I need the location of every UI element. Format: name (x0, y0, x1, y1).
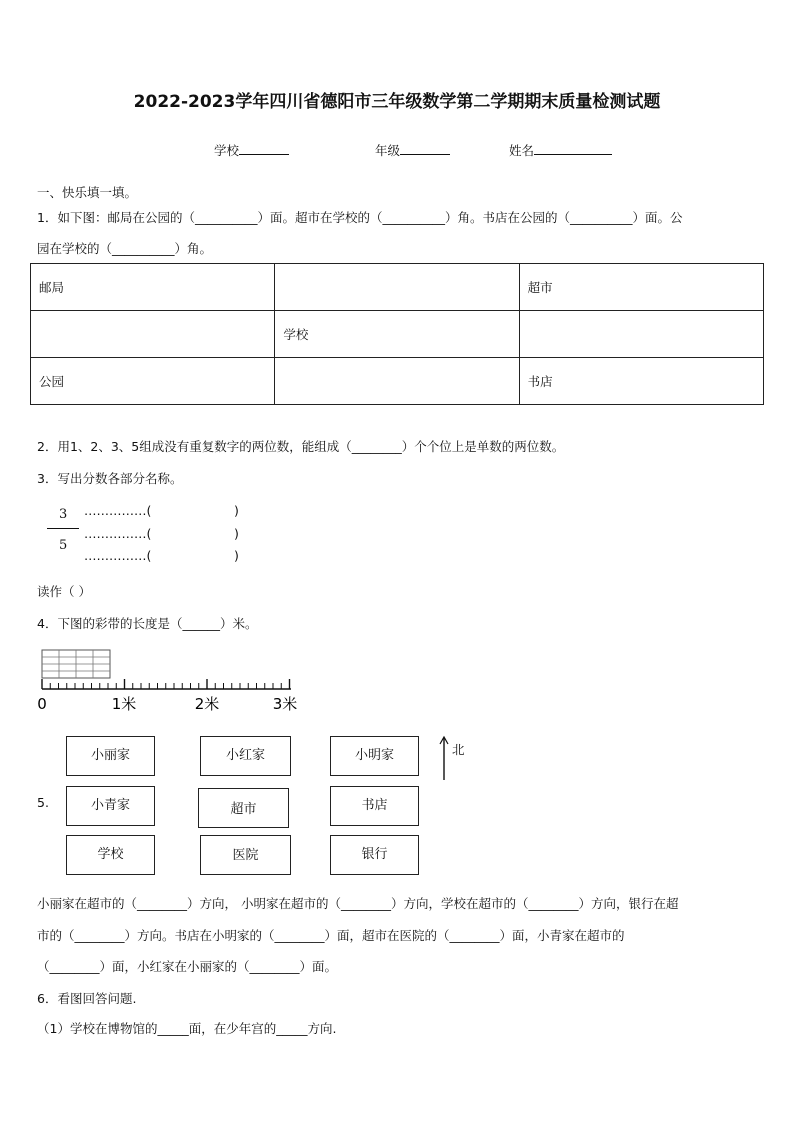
map-box: 医院 (200, 835, 291, 875)
q1-line2: 园在学校的（__________）角。 (37, 241, 213, 256)
grid-cell (275, 264, 519, 311)
ruler-label-1: 1米 (111, 695, 137, 713)
q5-line: 小丽家在超市的（________）方向， 小明家在超市的（________）方向，学校在超市的（________）方向，银行在超 (37, 896, 679, 911)
grid-row (31, 311, 764, 358)
name-field (509, 141, 612, 159)
grade-label: 年级 (375, 143, 401, 158)
grid-cell: 学校 (275, 311, 519, 358)
q6-text: 6．看图回答问题. (37, 991, 137, 1006)
map-box: 书店 (330, 786, 419, 826)
page-title: 2022-2023学年四川省德阳市三年级数学第二学期期末质量检测试题 (133, 92, 661, 112)
q4-text: 4．下图的彩带的长度是（______）米。 (37, 616, 258, 631)
ribbon (42, 650, 110, 678)
grid-cell: 书店 (519, 358, 763, 405)
paren-close: ) (234, 526, 239, 541)
map-box: 学校 (66, 835, 155, 875)
grade-blank[interactable] (400, 142, 450, 155)
map-box: 超市 (198, 788, 289, 828)
name-blank[interactable] (534, 142, 612, 155)
ruler-figure (36, 645, 306, 720)
grid-cell: 超市 (519, 264, 763, 311)
grid-cell: 邮局 (31, 264, 275, 311)
ruler-label-0: 0 (37, 695, 47, 713)
q1-line1: 1．如下图：邮局在公园的（__________）面。超市在学校的（__________）角。书店在公园的（__________）面。公 (37, 210, 683, 225)
fraction-part-row: ……………( (84, 548, 152, 563)
fraction-numerator: 3 (59, 507, 68, 522)
fraction-part-row: ……………( (84, 503, 152, 518)
q1-location-grid (30, 263, 764, 405)
grid-cell (519, 311, 763, 358)
grid-cell (275, 358, 519, 405)
map-box: 小红家 (200, 736, 291, 776)
school-label: 学校 (214, 143, 240, 158)
q5-line: （________）面，小红家在小丽家的（________）面。 (37, 959, 338, 974)
grid-cell (31, 311, 275, 358)
ruler-ticks (42, 679, 290, 689)
school-field (214, 141, 289, 159)
fraction-denominator: 5 (59, 538, 68, 553)
q5-number: 5. (37, 795, 49, 810)
north-label: 北 (452, 742, 465, 757)
grid-row (31, 264, 764, 311)
q5-line: 市的（________）方向。书店在小明家的（________）面，超市在医院的（________）面，小青家在超市的 (37, 928, 625, 943)
ruler-label-3: 3米 (272, 695, 298, 713)
map-box: 小明家 (330, 736, 419, 776)
q2-text: 2．用1、2、3、5组成没有重复数字的两位数，能组成（________）个个位上是单数的两位数。 (37, 439, 565, 454)
school-blank[interactable] (239, 142, 289, 155)
north-arrow-icon (438, 734, 450, 782)
name-label: 姓名 (509, 143, 535, 158)
paren-close: ) (234, 548, 239, 563)
paren-close: ) (234, 503, 239, 518)
q6-sub1: （1）学校在博物馆的_____面，在少年宫的_____方向. (37, 1021, 337, 1036)
grade-field (375, 141, 450, 159)
ruler-label-2: 2米 (194, 695, 220, 713)
read-as-label: 读作（ ） (37, 584, 91, 599)
map-box: 小青家 (66, 786, 155, 826)
q3-text: 3．写出分数各部分名称。 (37, 471, 183, 486)
grid-row (31, 358, 764, 405)
section-heading: 一、快乐填一填。 (37, 185, 138, 200)
map-box: 银行 (330, 835, 419, 875)
fraction-part-row: ……………( (84, 526, 152, 541)
fraction-bar (47, 528, 79, 529)
map-box: 小丽家 (66, 736, 155, 776)
grid-cell: 公园 (31, 358, 275, 405)
